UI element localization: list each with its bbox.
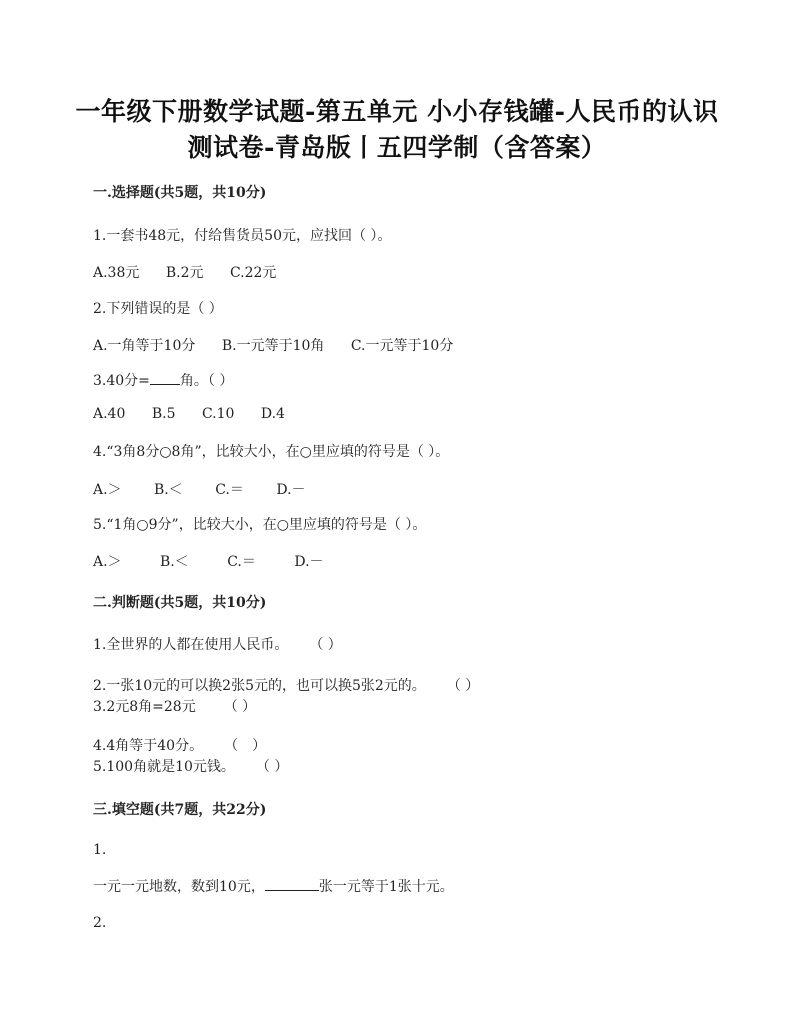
judge-item	[93, 634, 342, 654]
q3-blank	[150, 372, 180, 385]
q4-options	[93, 479, 328, 499]
q3-options	[93, 406, 307, 422]
q3-option-b: B.5	[151, 406, 176, 422]
q4-option-a: A.＞	[93, 482, 122, 498]
q2-options	[93, 335, 475, 355]
q2-text: 2.下列错误的是（ ）	[93, 301, 223, 317]
q3-option-c: C.10	[201, 406, 235, 422]
q4-option-c: C.＝	[215, 482, 244, 498]
q4-text: 4.“3角8分○8角”，比较大小，在○里应填的符号是（ ）。	[93, 444, 450, 460]
q1-option-c: C.22元	[229, 265, 277, 281]
judge-item-paren: （ ）	[316, 637, 342, 653]
q1-option-b: B.2元	[165, 265, 204, 281]
judge-item-paren: （ ）	[231, 738, 267, 754]
q3-text-pre: 3.40分=	[93, 373, 150, 389]
judge-item-paren: （ ）	[453, 678, 480, 694]
fill-q2-number: 2.	[93, 915, 107, 931]
judge-item	[93, 675, 479, 695]
q5-option-c: C.＝	[227, 554, 256, 570]
judge-item	[93, 696, 256, 716]
judge-item-text: 1.全世界的人都在使用人民币。	[93, 637, 289, 653]
q3-option-a: A.40	[93, 406, 126, 422]
q2-option-c: C.一元等于10分	[350, 338, 454, 354]
q3-text-post: 角。（ ）	[179, 373, 234, 389]
q2-option-b: B.一元等于10角	[221, 338, 325, 354]
judge-item-text: 5.100角就是10元钱。	[93, 759, 235, 775]
section3-heading: 三.填空题(共7题，共22分)	[93, 802, 267, 818]
q1-option-a: A.38元	[93, 265, 140, 281]
fill-q1-post: 张一元等于1张十元。	[318, 879, 454, 895]
page-title-line1: 一年级下册数学试题-第五单元 小小存钱罐-人民币的认识	[75, 97, 719, 126]
fill-q1-number: 1.	[93, 842, 107, 858]
q4-option-b: B.＜	[154, 482, 183, 498]
q5-option-a: A.＞	[93, 554, 122, 570]
section2-heading: 二.判断题(共5题，共10分)	[93, 595, 267, 611]
fill-q1-text	[93, 876, 454, 896]
judge-item	[93, 735, 266, 755]
section1-heading: 一.选择题(共5题，共10分)	[93, 185, 267, 201]
q2-option-a: A.一角等于10分	[93, 338, 196, 354]
q5-option-b: B.＜	[160, 554, 189, 570]
fill-q1-pre: 一元一元地数，数到10元，	[93, 879, 265, 895]
judge-item-paren: （ ）	[262, 759, 289, 775]
q1-options	[93, 262, 298, 282]
page-title-line2: 测试卷-青岛版丨五四学制（含答案）	[187, 133, 607, 162]
q5-options	[93, 551, 346, 571]
fill-q1-blank	[265, 878, 319, 891]
q1-text: 1.一套书48元，付给售货员50元，应找回（ ）。	[93, 228, 392, 244]
judge-item-text: 4.4角等于40分。	[93, 738, 204, 754]
q3-option-d: D.4	[260, 406, 285, 422]
judge-item-paren: （ ）	[223, 699, 257, 715]
judge-item-text: 3.2元8角=28元	[93, 699, 196, 715]
q5-text: 5.“1角○9分”，比较大小，在○里应填的符号是（ ）。	[93, 517, 427, 533]
q5-option-d: D.－	[294, 554, 324, 570]
q4-option-d: D.－	[276, 482, 306, 498]
q3-text	[93, 370, 233, 390]
judge-item	[93, 756, 288, 776]
judge-item-text: 2.一张10元的可以换2张5元的，也可以换5张2元的。	[93, 678, 426, 694]
